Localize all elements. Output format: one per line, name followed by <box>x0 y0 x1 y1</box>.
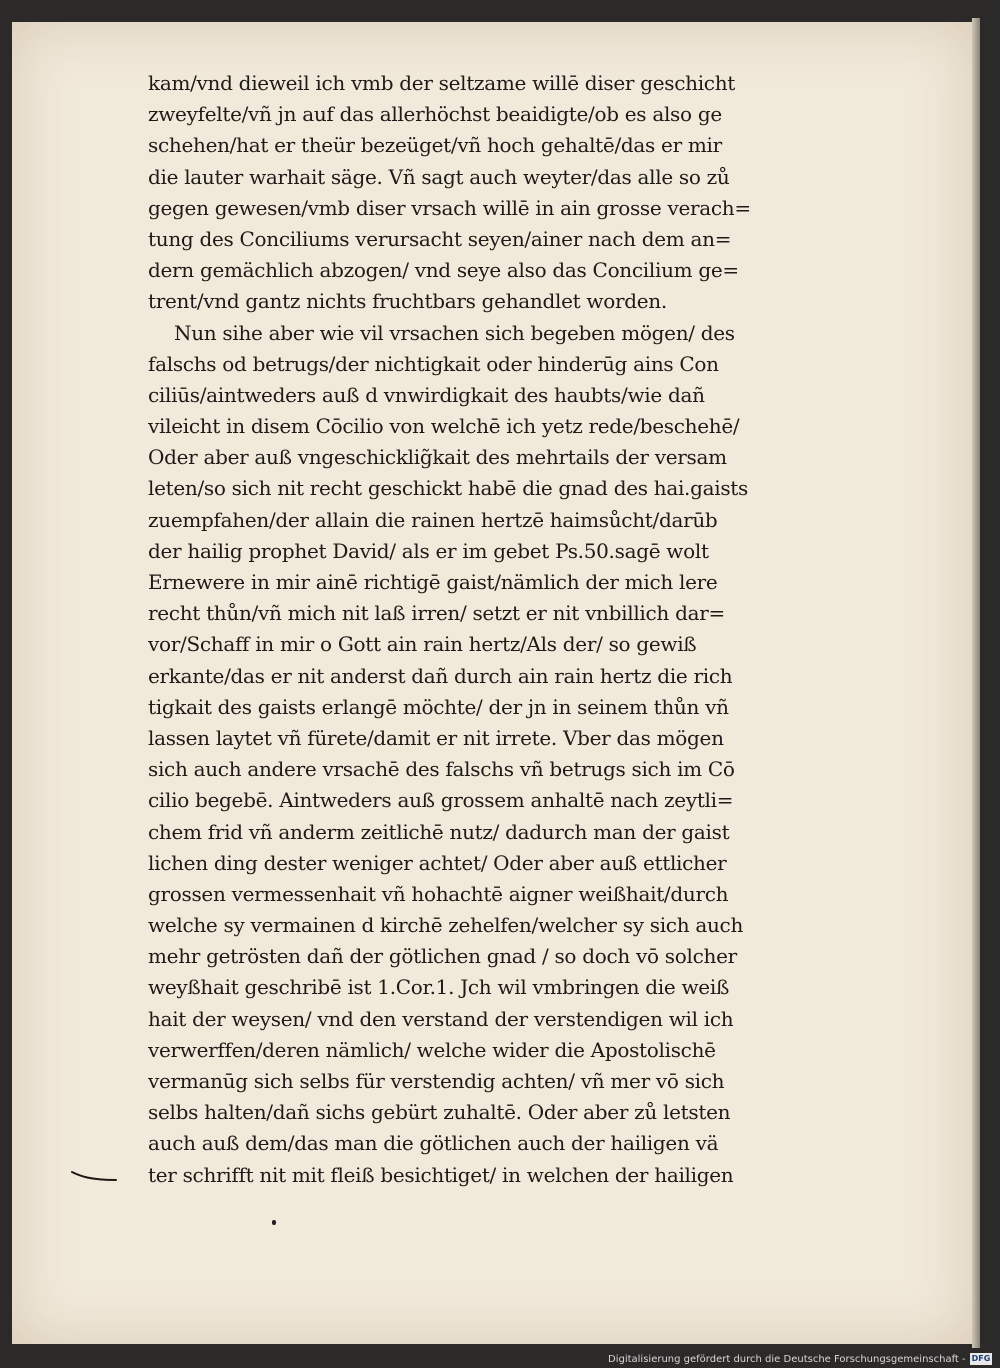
text-line: der hailig prophet David/ als er im gebet Ps.50.sagē wolt <box>148 538 709 563</box>
text-line: Oder aber auß vngeschicklig̃kait des mehrtails der versam <box>148 445 727 470</box>
text-line: zuempfahen/der allain die rainen hertzē haimsůcht/darūb <box>148 507 718 532</box>
footer-credit-text: Digitalisierung gefördert durch die Deutsche Forschungsgemeinschaft - <box>608 1353 966 1365</box>
text-line: welche sy vermainen d kirchē zehelfen/welcher sy sich auch <box>148 913 744 938</box>
page-edge <box>972 18 980 1348</box>
text-line: lichen ding dester weniger achtet/ Oder aber auß ettlicher <box>148 850 727 875</box>
text-line: lassen laytet vñ fürete/damit er nit irrete. Vber das mögen <box>148 725 724 750</box>
footer <box>608 1351 992 1367</box>
text-line: die lauter warhait säge. Vñ sagt auch weyter/das alle so zů <box>148 164 730 189</box>
text-line: vermanūg sich selbs für verstendig achten/ vñ mer vō sich <box>148 1069 725 1093</box>
text-line: mehr getrösten dañ der götlichen gnad / so doch vō solcher <box>148 944 737 969</box>
text-line: grossen vermessenhait vñ hohachtē aigner weißhait/durch <box>148 881 729 906</box>
margin-pen-mark-icon <box>70 1168 118 1184</box>
text-line: kam/vnd dieweil ich vmb der seltzame willē diser geschicht <box>148 71 736 95</box>
text-line: verwerffen/deren nämlich/ welche wider die Apostolischē <box>148 1037 716 1062</box>
text-line: cilio begebē. Aintweders auß grossem anhaltē nach zeytli= <box>148 788 734 813</box>
text-line: trent/vnd gantz nichts fruchtbars gehandlet worden. <box>148 289 667 314</box>
text-line: weyßhait geschribē ist 1.Cor.1. Jch wil vmbringen die weiß <box>148 975 729 1000</box>
text-line: zweyfelte/vñ jn auf das allerhöchst beaidigte/ob es also ge <box>148 102 722 127</box>
text-line: tung des Conciliums verursacht seyen/ainer nach dem an= <box>148 226 732 251</box>
text-block <box>148 68 888 1191</box>
text-line: sich auch andere vrsachē des falschs vñ betrugs sich im Cō <box>148 757 735 782</box>
dfg-logo-icon: DFG <box>971 1354 991 1363</box>
text-line: schehen/hat er theür bezeüget/vñ hoch gehaltē/das er mir <box>148 133 722 158</box>
text-line: tigkait des gaists erlangē möchte/ der jn in seinem thůn vñ <box>148 694 729 719</box>
text-line: vileicht in disem Cōcilio von welchē ich yetz rede/beschehē/ <box>148 414 740 439</box>
text-line: erkante/das er nit anderst dañ durch ain rain hertz die rich <box>148 663 733 688</box>
text-line: gegen gewesen/vmb diser vrsach willē in ain grosse verach= <box>148 195 751 220</box>
text-line: Nun sihe aber wie vil vrsachen sich begeben mögen/ des <box>174 320 735 345</box>
text-line: selbs halten/dañ sichs gebürt zuhaltē. Oder aber zů letsten <box>148 1100 731 1125</box>
text-line: ciliūs/aintweders auß d vnwirdigkait des haubts/wie dañ <box>148 382 705 407</box>
text-line: leten/so sich nit recht geschickt habē die gnad des hai.gaists <box>148 476 748 501</box>
text-line: hait der weysen/ vnd den verstand der verstendigen wil ich <box>148 1006 734 1031</box>
text-line: recht thůn/vñ mich nit laß irren/ setzt er nit vnbillich dar= <box>148 601 725 626</box>
text-line: dern gemächlich abzogen/ vnd seye also das Concilium ge= <box>148 258 739 283</box>
ink-dot <box>272 1220 276 1225</box>
text-line: falschs od betrugs/der nichtigkait oder hinderūg ains Con <box>148 351 719 376</box>
text-line: ter schrifft nit mit fleiß besichtiget/ in welchen der hailigen <box>148 1162 734 1187</box>
text-line: chem frid vñ anderm zeitlichē nutz/ dadurch man der gaist <box>148 819 730 844</box>
text-line: auch auß dem/das man die götlichen auch der hailigen vä <box>148 1131 719 1156</box>
text-line: vor/Schaff in mir o Gott ain rain hertz/Als der/ so gewiß <box>148 632 697 657</box>
text-line: Ernewere in mir ainē richtigē gaist/nämlich der mich lere <box>148 570 718 594</box>
